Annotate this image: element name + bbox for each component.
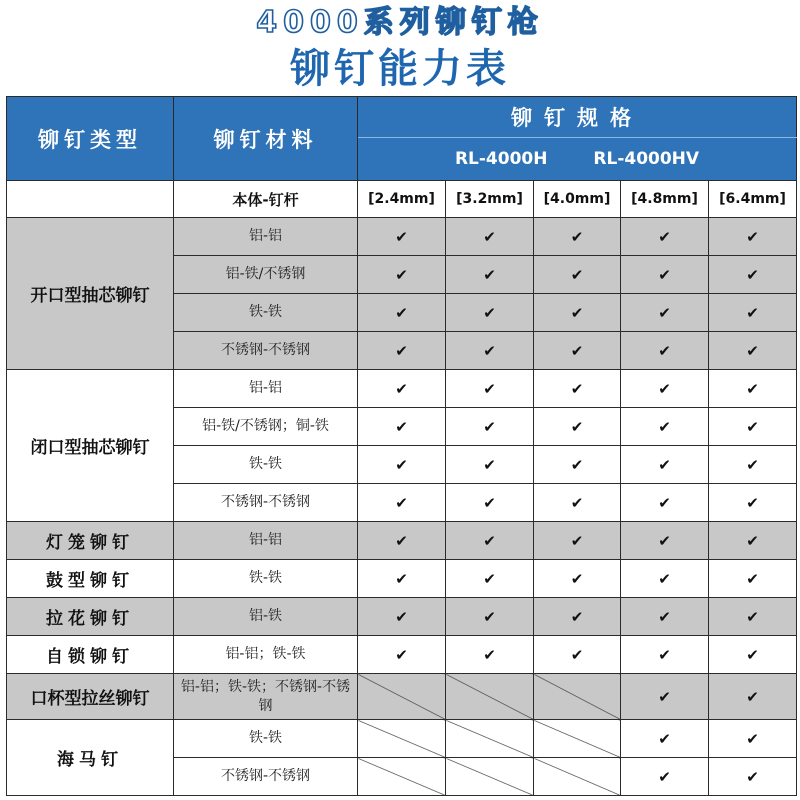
supported-check-icon: ✔: [446, 522, 534, 560]
supported-check-icon: ✔: [621, 522, 709, 560]
supported-check-icon: ✔: [446, 332, 534, 370]
rivet-type-cell: 闭口型抽芯铆钉: [7, 370, 174, 522]
supported-check-icon: ✔: [709, 758, 797, 796]
rivet-material-cell: 铝-铁: [174, 598, 358, 636]
supported-check-icon: ✔: [709, 598, 797, 636]
supported-check-icon: ✔: [709, 370, 797, 408]
supported-check-icon: ✔: [534, 598, 621, 636]
supported-check-icon: ✔: [446, 636, 534, 674]
supported-check-icon: ✔: [446, 560, 534, 598]
supported-check-icon: ✔: [621, 674, 709, 720]
supported-check-icon: ✔: [358, 332, 446, 370]
supported-check-icon: ✔: [709, 522, 797, 560]
supported-check-icon: ✔: [709, 256, 797, 294]
header-rivet-type: 铆钉类型: [7, 97, 174, 181]
rivet-type-cell: 口杯型拉丝铆钉: [7, 674, 174, 720]
table-row: [7, 218, 797, 256]
supported-check-icon: ✔: [534, 408, 621, 446]
supported-check-icon: ✔: [358, 484, 446, 522]
not-applicable-cell: [534, 674, 621, 720]
supported-check-icon: ✔: [446, 370, 534, 408]
model-name: RL-4000H: [454, 149, 548, 169]
rivet-capability-table: [6, 96, 797, 796]
supported-check-icon: ✔: [358, 598, 446, 636]
supported-check-icon: ✔: [446, 446, 534, 484]
not-applicable-cell: [358, 720, 446, 758]
supported-check-icon: ✔: [446, 256, 534, 294]
rivet-material-cell: 铝-铁/不锈钢；铜-铁: [174, 408, 358, 446]
supported-check-icon: ✔: [621, 370, 709, 408]
supported-check-icon: ✔: [446, 294, 534, 332]
supported-check-icon: ✔: [358, 218, 446, 256]
supported-check-icon: ✔: [446, 408, 534, 446]
supported-check-icon: ✔: [709, 446, 797, 484]
not-applicable-cell: [534, 758, 621, 796]
header-rivet-material: 铆钉材料: [174, 97, 358, 181]
supported-check-icon: ✔: [621, 218, 709, 256]
supported-check-icon: ✔: [358, 522, 446, 560]
rivet-material-cell: 铝-铝: [174, 522, 358, 560]
rivet-material-cell: 铝-铝: [174, 370, 358, 408]
series-title: 4000系列铆钉枪: [256, 5, 544, 40]
rivet-type-cell: 灯笼铆钉: [7, 522, 174, 560]
rivet-material-cell: 铁-铁: [174, 560, 358, 598]
supported-check-icon: ✔: [534, 522, 621, 560]
size-label: [2.4mm]: [358, 181, 446, 218]
supported-check-icon: ✔: [621, 484, 709, 522]
supported-check-icon: ✔: [709, 720, 797, 758]
not-applicable-cell: [446, 720, 534, 758]
rivet-material-cell: 铝-铝: [174, 218, 358, 256]
rivet-material-cell: 铝-铁/不锈钢: [174, 256, 358, 294]
supported-check-icon: ✔: [534, 636, 621, 674]
supported-check-icon: ✔: [621, 598, 709, 636]
header-rivet-spec: 铆钉规格: [358, 97, 797, 138]
supported-check-icon: ✔: [534, 332, 621, 370]
rivet-type-cell: 海马钉: [7, 720, 174, 796]
rivet-type-cell: 开口型抽芯铆钉: [7, 218, 174, 370]
supported-check-icon: ✔: [621, 332, 709, 370]
supported-check-icon: ✔: [534, 256, 621, 294]
supported-check-icon: ✔: [358, 446, 446, 484]
supported-check-icon: ✔: [358, 560, 446, 598]
supported-check-icon: ✔: [358, 256, 446, 294]
model-name: RL-4000HV: [593, 149, 700, 169]
supported-check-icon: ✔: [709, 636, 797, 674]
supported-check-icon: ✔: [709, 332, 797, 370]
supported-check-icon: ✔: [358, 294, 446, 332]
not-applicable-cell: [358, 758, 446, 796]
rivet-material-cell: 铝-铝；铁-铁；不锈钢-不锈钢: [174, 674, 358, 720]
supported-check-icon: ✔: [534, 370, 621, 408]
subheader-blank: [7, 181, 174, 218]
size-label: [6.4mm]: [709, 181, 797, 218]
supported-check-icon: ✔: [709, 484, 797, 522]
rivet-material-cell: 铁-铁: [174, 720, 358, 758]
supported-check-icon: ✔: [534, 446, 621, 484]
rivet-material-cell: 铁-铁: [174, 446, 358, 484]
rivet-type-cell: 自锁铆钉: [7, 636, 174, 674]
supported-check-icon: ✔: [709, 560, 797, 598]
supported-check-icon: ✔: [446, 484, 534, 522]
supported-check-icon: ✔: [621, 720, 709, 758]
size-label: [3.2mm]: [446, 181, 534, 218]
supported-check-icon: ✔: [446, 598, 534, 636]
supported-check-icon: ✔: [358, 636, 446, 674]
supported-check-icon: ✔: [621, 446, 709, 484]
rivet-type-cell: 鼓型铆钉: [7, 560, 174, 598]
supported-check-icon: ✔: [621, 636, 709, 674]
supported-check-icon: ✔: [534, 484, 621, 522]
table-title: 铆钉能力表: [290, 46, 510, 92]
rivet-type-cell: 拉花铆钉: [7, 598, 174, 636]
not-applicable-cell: [534, 720, 621, 758]
supported-check-icon: ✔: [709, 408, 797, 446]
rivet-material-cell: 不锈钢-不锈钢: [174, 484, 358, 522]
supported-check-icon: ✔: [358, 370, 446, 408]
supported-check-icon: ✔: [621, 256, 709, 294]
not-applicable-cell: [446, 758, 534, 796]
table-row: [7, 720, 797, 758]
supported-check-icon: ✔: [534, 294, 621, 332]
table-row: [7, 370, 797, 408]
supported-check-icon: ✔: [621, 294, 709, 332]
table-row: [7, 522, 797, 560]
table-row: [7, 560, 797, 598]
supported-check-icon: ✔: [534, 560, 621, 598]
supported-check-icon: ✔: [621, 758, 709, 796]
supported-check-icon: ✔: [709, 674, 797, 720]
supported-check-icon: ✔: [358, 408, 446, 446]
rivet-material-cell: 不锈钢-不锈钢: [174, 758, 358, 796]
size-label: [4.8mm]: [621, 181, 709, 218]
supported-check-icon: ✔: [621, 560, 709, 598]
rivet-material-cell: 不锈钢-不锈钢: [174, 332, 358, 370]
header-models: [358, 138, 797, 181]
size-label: [4.0mm]: [534, 181, 621, 218]
supported-check-icon: ✔: [534, 218, 621, 256]
table-row: [7, 674, 797, 720]
supported-check-icon: ✔: [446, 218, 534, 256]
subheader-shank: 本体-钉杆: [174, 181, 358, 218]
rivet-material-cell: 铁-铁: [174, 294, 358, 332]
table-row: [7, 636, 797, 674]
supported-check-icon: ✔: [709, 294, 797, 332]
supported-check-icon: ✔: [621, 408, 709, 446]
rivet-material-cell: 铝-铝；铁-铁: [174, 636, 358, 674]
not-applicable-cell: [446, 674, 534, 720]
supported-check-icon: ✔: [709, 218, 797, 256]
table-row: [7, 598, 797, 636]
not-applicable-cell: [358, 674, 446, 720]
